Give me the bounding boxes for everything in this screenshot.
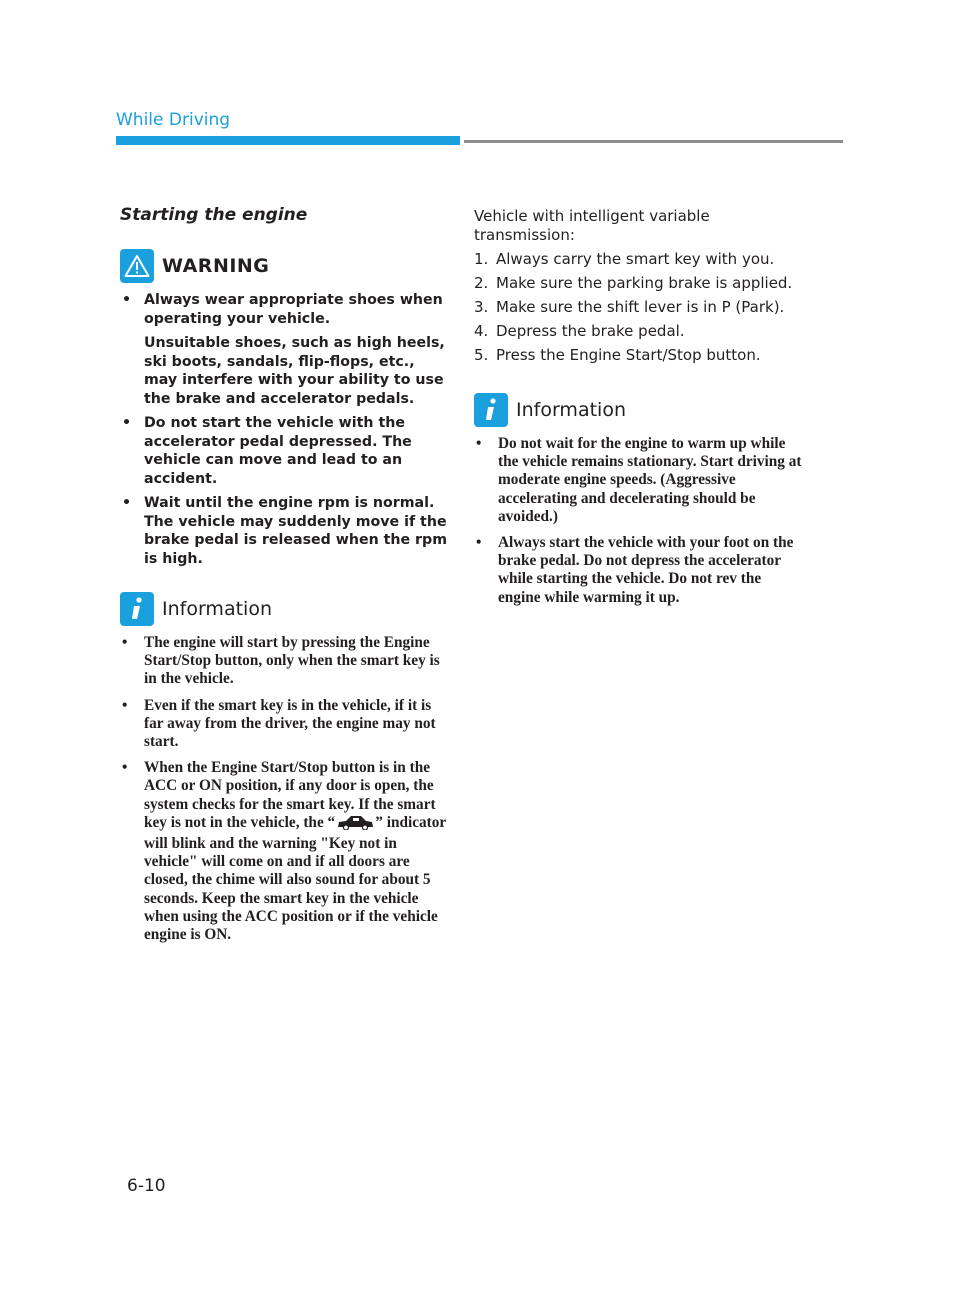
step-text: Make sure the parking brake is applied.	[496, 274, 793, 292]
info-callout	[120, 592, 450, 944]
info-text: When the Engine Start/Stop button is in the ACC or ON position, if any door is open, the system checks for the smart key. If the smart key is not in the vehicle, the “	[144, 759, 436, 831]
procedure-step	[474, 346, 804, 365]
step-number: 1.	[474, 250, 489, 268]
step-number: 4.	[474, 322, 489, 340]
info-label: Information	[516, 399, 626, 421]
warning-text: • Do not start the vehicle with the accelerator pedal depressed. The vehicle can move and lead to an accident.	[144, 415, 412, 487]
warning-text: • Wait until the engine rpm is normal. The vehicle may suddenly move if the brake pedal is released when the rpm is high.	[144, 495, 447, 567]
warning-label: WARNING	[162, 255, 270, 277]
warning-text: • Always wear appropriate shoes when operating your vehicle.	[144, 292, 443, 327]
info-callout	[474, 393, 804, 607]
info-item: • The engine will start by pressing the Engine Start/Stop button, only when the smart key is in the vehicle.	[120, 634, 450, 689]
step-number: 5.	[474, 346, 489, 364]
info-label: Information	[162, 598, 272, 620]
warning-text: Unsuitable shoes, such as high heels, ski boots, sandals, flip-flops, etc., may interfere with your ability to use the brake and accelerator pedals.	[144, 335, 445, 407]
warning-icon	[120, 249, 154, 283]
left-column	[120, 205, 450, 952]
warning-list	[120, 291, 450, 568]
page-number: 6-10	[127, 1176, 166, 1196]
running-header: While Driving	[116, 110, 231, 130]
warning-item	[120, 494, 450, 568]
warning-header	[120, 249, 450, 283]
right-column	[474, 207, 804, 615]
step-number: 3.	[474, 298, 489, 316]
procedure-step	[474, 298, 804, 317]
info-item: • Always start the vehicle with your foot on the brake pedal. Do not depress the accelerator while starting the vehicle. Do not rev the engine while warming it up.	[474, 534, 804, 607]
info-text: ” indicator will blink and the warning "Key not in vehicle" will come on and if all doors are closed, the chime will also sound for about 5 seconds. Keep the smart key in the vehicle when using the ACC position or if the vehicle engine is ON.	[144, 813, 446, 944]
key-not-in-vehicle-icon	[336, 814, 374, 835]
warning-callout	[120, 249, 450, 568]
step-text: Depress the brake pedal.	[496, 322, 685, 340]
info-item: • Do not wait for the engine to warm up while the vehicle remains stationary. Start driving at moderate engine speeds. (Aggressive accelerating and decelerating should be avoided.)	[474, 435, 804, 526]
info-header	[120, 592, 450, 626]
procedure-step	[474, 250, 804, 269]
warning-item	[120, 414, 450, 488]
info-icon	[120, 592, 154, 626]
section-title: Starting the engine	[120, 205, 308, 225]
header-rule	[464, 140, 843, 143]
header-accent-bar	[116, 136, 460, 145]
procedure-intro: Vehicle with intelligent variable transmission:	[474, 207, 710, 244]
procedure-steps	[474, 250, 804, 365]
procedure-step	[474, 274, 804, 293]
procedure-step	[474, 322, 804, 341]
info-list	[474, 435, 804, 607]
step-text: Always carry the smart key with you.	[496, 250, 775, 268]
info-header	[474, 393, 804, 427]
step-number: 2.	[474, 274, 489, 292]
info-item	[120, 759, 450, 944]
info-icon	[474, 393, 508, 427]
info-item: • Even if the smart key is in the vehicle, if it is far away from the driver, the engine may not start.	[120, 697, 450, 752]
step-text: Press the Engine Start/Stop button.	[496, 346, 761, 364]
info-list	[120, 634, 450, 944]
warning-item	[120, 291, 450, 408]
step-text: Make sure the shift lever is in P (Park).	[496, 298, 785, 316]
